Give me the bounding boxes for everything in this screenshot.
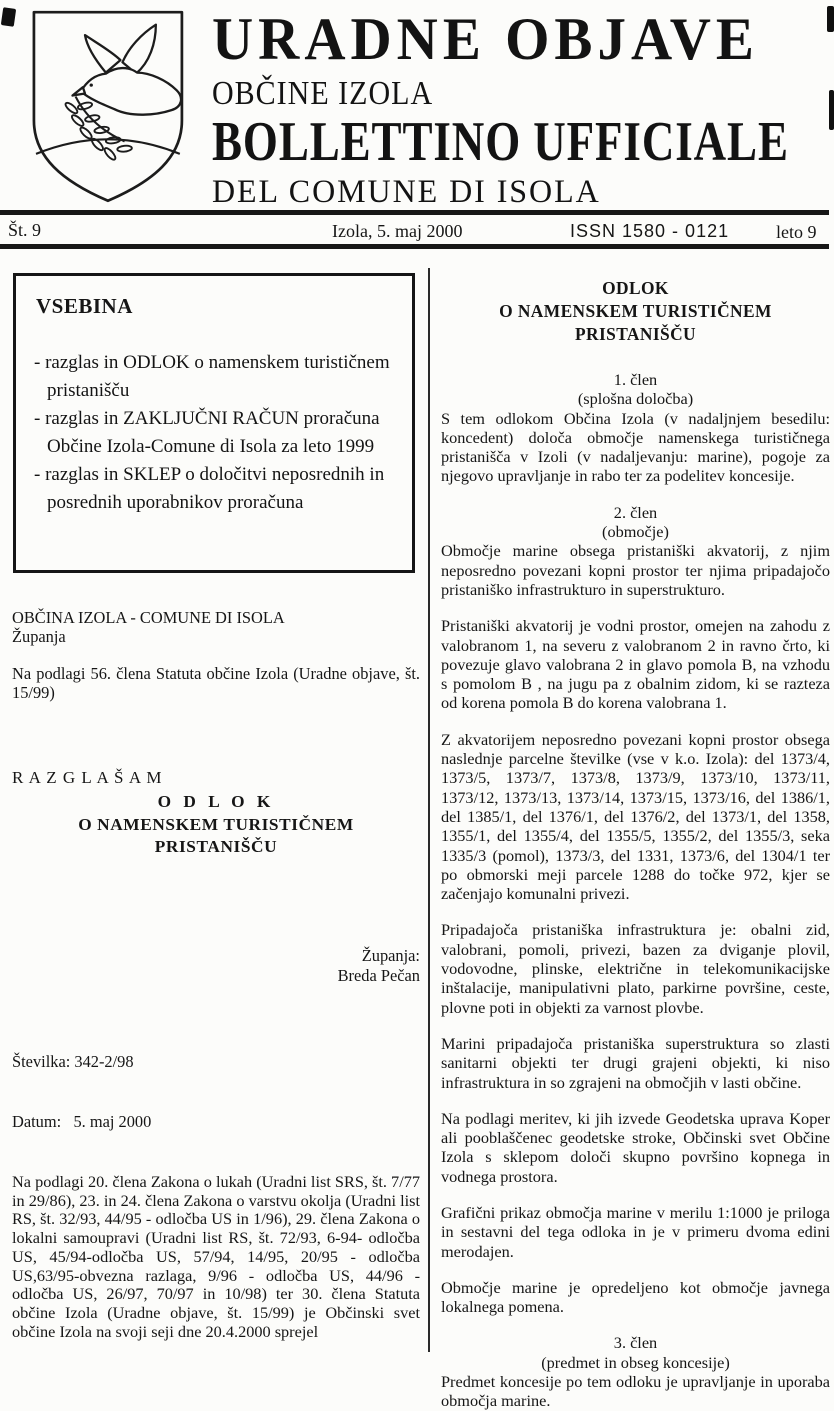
municipality-block (12, 608, 420, 646)
reference-block (12, 1012, 420, 1172)
issue-info-line (0, 218, 834, 244)
decree-title-line: O NAMENSKEM TURISTIČNEM (499, 301, 772, 321)
article-subheading: (predmet in obseg koncesije) (541, 1352, 730, 1372)
masthead-title-slovene: URADNE OBJAVE (212, 5, 759, 73)
proclamation-word: R A Z G L A Š A M (12, 768, 163, 787)
article-paragraph: Z akvatorijem neposredno povezani kopni prostor obsega naslednje parcelne številke (vse v k.o. Izola): del 1373/4, 1373/5, 1373/7, 1373/8, 1373/9, 1373/10, 1373/11, 1373/12, 1373/13, 1373/14, 1373/15, 1373/16, del 1386/1, del 1385/1, del 1376/1, del 1376/2, del 1373/1, del 1358, 1355/1, del 1355/4, del 1355/5, 1355/2, del 1355/3, seka 1335/3 (pomol), 1373/3, del 1331, 1373/6, del 1304/1 ter po obmorski meji parcele 1288 do točke 972, kjer se začenjajo komunalni privezi. (441, 729, 830, 904)
decree-title-line: O D L O K (157, 792, 275, 811)
table-of-contents-box (13, 273, 415, 573)
issue-number: Št. 9 (8, 220, 42, 240)
signature-block (12, 946, 422, 986)
signature-name: Breda Pečan (337, 966, 420, 985)
article-paragraph: Marini pripadajoča pristaniška superstruktura so zlasti sanitarni objekti ter drugi grajeni objekti, ki niso infrastruktura in so zgrajeni na območjih v lasti občine. (441, 1033, 830, 1092)
scan-artifact (829, 90, 834, 130)
toc-item: - razglas in SKLEP o določitvi neposrednih in posrednih uporabnikov proračuna (34, 464, 385, 513)
article-paragraph: Predmet koncesije po tem odloku je upravljanje in uporaba območja marine. (441, 1372, 830, 1411)
toc-title: VSEBINA (36, 294, 133, 318)
scan-artifact (1, 7, 16, 27)
issue-date: Izola, 5. maj 2000 (332, 221, 463, 241)
office-title: Županja (12, 627, 66, 646)
article-heading: 3. člen (613, 1333, 658, 1353)
header-rule-bottom (0, 244, 829, 249)
signature-role: Županja: (361, 946, 420, 965)
decree-title-right (441, 277, 830, 346)
municipality-name: OBČINA IZOLA - COMUNE DI ISOLA (12, 608, 285, 627)
article-paragraph: Pripadajoča pristaniška infrastruktura je: obalni zid, valobrani, pomoli, privezi, bazen za dviganje plovil, vodovodne, plinske, električne in telekomunikacijske inštalacije, manipulativni plato, parkirne površine, ceste, plovne poti in objekti za varnost plovbe. (441, 920, 830, 1017)
article-paragraph: Pristaniški akvatorij je vodni prostor, omejen na zahodu z valobranom 1, na severu z valobranom 2 in ravno črto, ki povezuje glavo valobrana 2 in glavo pomola B, na vzhodu s pomolom B , na jugu pa z obalnim zidom, ki se razteza od korena pomola B do korena valobrana 1. (441, 616, 830, 713)
scan-artifact (827, 6, 834, 32)
toc-item: - razglas in ODLOK o namenskem turističnem pristanišču (34, 352, 390, 401)
legal-basis-paragraph-2: Na podlagi 20. člena Zakona o lukah (Uradni list SRS, št. 7/77 in 29/86), 23. in 24. člena Zakona o varstvu okolja (Uradni list RS, št. 32/93, 44/95 - odločba US in 1/96), 29. člena Zakona o lokalni samoupravi (Uradni list RS, št. 72/93, 6-94- odločba US, 45/94-odločba US, 57/94, 14/95, 20/95 - odločba US,63/95-obvezna razlaga, 9/96 - odločba US, 44/96 - odločba US, 26/97, 70/97 in 10/98) ter 30. člena Statuta občine Izola (Uradne objave, št. 15/99) je Občinski svet občine Izola na svoji seji dne 20.4.2000 sprejel (12, 1172, 420, 1341)
article-subheading: (splošna določba) (577, 389, 694, 409)
masthead-title-italian: BOLLETTINO UFFICIALE (212, 109, 789, 173)
decree-title-line: PRISTANIŠČU (574, 324, 696, 344)
decree-title-line: ODLOK (602, 278, 669, 298)
decree-title-line: PRISTANIŠČU (154, 837, 278, 856)
reference-date: Datum: 5. maj 2000 (12, 1112, 152, 1131)
volume-year: leto 9 (776, 222, 817, 242)
masthead-subtitle-slovene: OBČINE IZOLA (212, 74, 434, 112)
header-rule-top (0, 210, 829, 215)
article-subheading: (območje) (602, 522, 669, 542)
article-paragraph: Območje marine obsega pristaniški akvatorij, z njim neposredno povezani kopni prostor ter njima pripadajočo pristaniško infrastrukturo in superstrukturo. (441, 541, 830, 599)
article-heading: 1. člen (613, 370, 658, 389)
article-paragraph: Grafični prikaz območja marine v merilu 1:1000 je priloga in sestavni del tega odloka in je v primeru dvoma edini merodajen. (441, 1202, 830, 1261)
reference-number: Številka: 342-2/98 (12, 1052, 134, 1071)
column-divider (428, 268, 430, 1352)
dove-olive-branch-icon (26, 8, 194, 206)
toc-item: - razglas in ZAKLJUČNI RAČUN proračuna Občine Izola-Comune di Isola za leto 1999 (34, 408, 380, 457)
municipal-coat-of-arms (26, 8, 194, 206)
article-heading: 2. člen (613, 502, 658, 522)
article-paragraph: S tem odlokom Občina Izola (v nadaljnjem besedilu: koncedent) določa območje namenskega turističnega pristanišča v Izoli (v nadaljevanju: marine), pogoje za njegovo upravljanje in rabo ter za podelitev koncesije. (441, 408, 830, 486)
decree-title-left (12, 791, 420, 859)
decree-text-column (441, 277, 830, 1411)
article-paragraph: Na podlagi meritev, ki jih izvede Geodetska uprava Koper ali pooblaščenec geodetske stroke, Občinski svet Občine Izola s sklepom določi skupno površino kopnega in vodnega prostora. (441, 1108, 830, 1186)
issn-number: ISSN 1580 - 0121 (570, 221, 730, 241)
article-paragraph: Območje marine je opredeljeno kot območje javnega lokalnega pomena. (441, 1277, 830, 1317)
legal-basis-paragraph: Na podlagi 56. člena Statuta občine Izola (Uradne objave, št. 15/99) (12, 664, 420, 702)
masthead-subtitle-italian: DEL COMUNE DI ISOLA (212, 174, 601, 210)
decree-title-line: O NAMENSKEM TURISTIČNEM (78, 814, 354, 834)
